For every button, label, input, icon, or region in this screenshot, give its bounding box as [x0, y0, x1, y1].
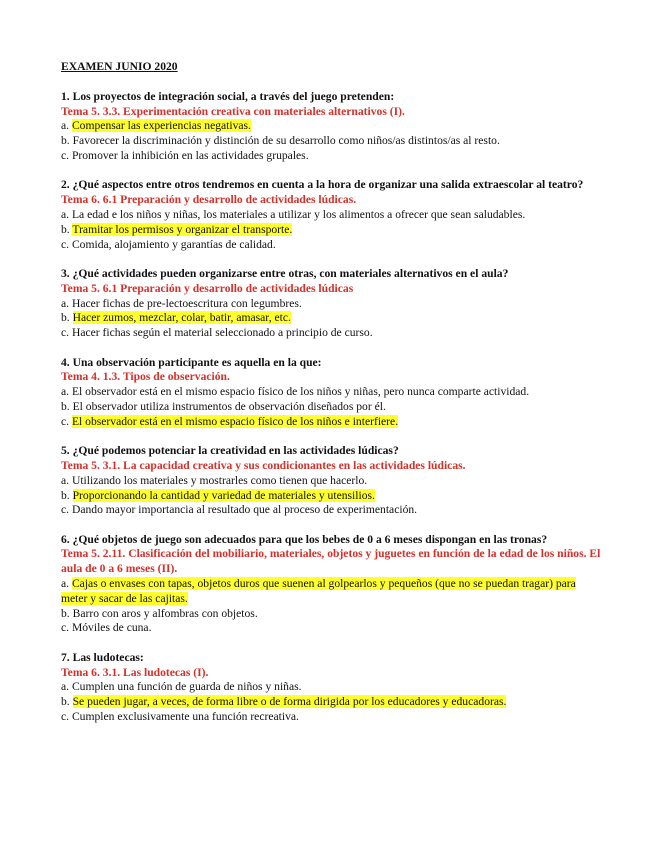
topic-reference: Tema 5. 2.11. Clasificación del mobiliario, materiales, objetos y juguetes en función de la edad de los niños. El aula de 0 a 6 meses (II). — [61, 547, 601, 576]
question-text: 7. Las ludotecas: — [61, 650, 144, 664]
document-title: EXAMEN JUNIO 2020 — [61, 60, 178, 73]
option-b: b. Barro con aros y alfombras con objetos. — [61, 606, 258, 620]
correct-answer-highlight: Tramitar los permisos y organizar el transporte. — [72, 222, 293, 236]
question-block — [61, 444, 601, 518]
option-c: c. Comida, alojamiento y garantías de calidad. — [61, 237, 276, 251]
option-c: c. Dando mayor importancia al resultado que al proceso de experimentación. — [61, 503, 418, 517]
question-block — [61, 90, 601, 164]
option-a: a. Cumplen una función de guarda de niños y niñas. — [61, 680, 302, 694]
option-b: b. Se pueden jugar, a veces, de forma libre o de forma dirigida por los educadores y educadoras. — [61, 695, 507, 709]
option-a: a. El observador está en el mismo espacio físico de los niños y niñas, pero nunca comparte actividad. — [61, 385, 530, 399]
correct-answer-highlight: Se pueden jugar, a veces, de forma libre o de forma dirigida por los educadores y educadoras. — [72, 695, 507, 709]
option-a: a. Cajas o envases con tapas, objetos duros que suenen al golpearlos y pequeños (que no se puedan tragar) para meter y sacar de las cajitas. — [61, 577, 576, 605]
question-block — [61, 178, 601, 252]
option-b: b. Favorecer la discriminación y distinción de su desarrollo como niños/as distintos/as al resto. — [61, 134, 500, 148]
question-text: 3. ¿Qué actividades pueden organizarse entre otras, con materiales alternativos en el aula? — [61, 266, 509, 280]
topic-reference: Tema 6. 3.1. Las ludotecas (I). — [61, 665, 209, 679]
option-b: b. El observador utiliza instrumentos de observación diseñados por él. — [61, 399, 386, 413]
option-a: a. Utilizando los materiales y mostrarles como tienen que hacerlo. — [61, 473, 368, 487]
correct-answer-highlight: El observador está en el mismo espacio físico de los niños e interfiere. — [71, 414, 399, 428]
option-c: c. Promover la inhibición en las actividades grupales. — [61, 148, 309, 162]
option-c: c. Móviles de cuna. — [61, 621, 152, 635]
option-c: c. Hacer fichas según el material seleccionado a principio de curso. — [61, 326, 373, 340]
question-text: 2. ¿Qué aspectos entre otros tendremos en cuenta a la hora de organizar una salida extraescolar al teatro? — [61, 178, 584, 192]
topic-reference: Tema 4. 1.3. Tipos de observación. — [61, 370, 230, 384]
question-block — [61, 267, 601, 341]
question-text: 4. Una observación participante es aquella en la que: — [61, 355, 322, 369]
option-a: a. Hacer fichas de pre-lectoescritura con legumbres. — [61, 296, 302, 310]
question-block — [61, 356, 601, 430]
correct-answer-highlight: Compensar las experiencias negativas. — [71, 119, 251, 133]
option-b: b. Proporcionando la cantidad y variedad de materiales y utensilios. — [61, 488, 375, 502]
topic-reference: Tema 5. 3.3. Experimentación creativa con materiales alternativos (I). — [61, 104, 405, 118]
option-b: b. Tramitar los permisos y organizar el transporte. — [61, 222, 293, 236]
question-text: 1. Los proyectos de integración social, a través del juego pretenden: — [61, 89, 395, 103]
question-block — [61, 533, 601, 637]
option-c: c. El observador está en el mismo espacio físico de los niños e interfiere. — [61, 414, 399, 428]
exam-document — [61, 60, 601, 739]
option-a: a. Compensar las experiencias negativas. — [61, 119, 251, 133]
topic-reference: Tema 5. 3.1. La capacidad creativa y sus condicionantes en las actividades lúdicas. — [61, 458, 466, 472]
option-a: a. La edad e los niños y niñas, los materiales a utilizar y los alimentos a ofrecer que sean saludables. — [61, 207, 526, 221]
topic-reference: Tema 6. 6.1 Preparación y desarrollo de actividades lúdicas. — [61, 193, 357, 207]
question-text: 6. ¿Qué objetos de juego son adecuados para que los bebes de 0 a 6 meses dispongan en las tronas? — [61, 532, 548, 546]
correct-answer-highlight: Proporcionando la cantidad y variedad de materiales y utensilios. — [72, 488, 375, 502]
question-block — [61, 651, 601, 725]
question-text: 5. ¿Qué podemos potenciar la creatividad en las actividades lúdicas? — [61, 444, 399, 458]
option-b: b. Hacer zumos, mezclar, colar, batir, amasar, etc. — [61, 311, 291, 325]
correct-answer-highlight: Hacer zumos, mezclar, colar, batir, amasar, etc. — [72, 311, 291, 325]
option-c: c. Cumplen exclusivamente una función recreativa. — [61, 710, 299, 724]
correct-answer-highlight: Cajas o envases con tapas, objetos duros que suenen al golpearlos y pequeños (que no se puedan tragar) para meter y sacar de las cajitas. — [61, 577, 576, 605]
topic-reference: Tema 5. 6.1 Preparación y desarrollo de actividades lúdicas — [61, 281, 354, 295]
